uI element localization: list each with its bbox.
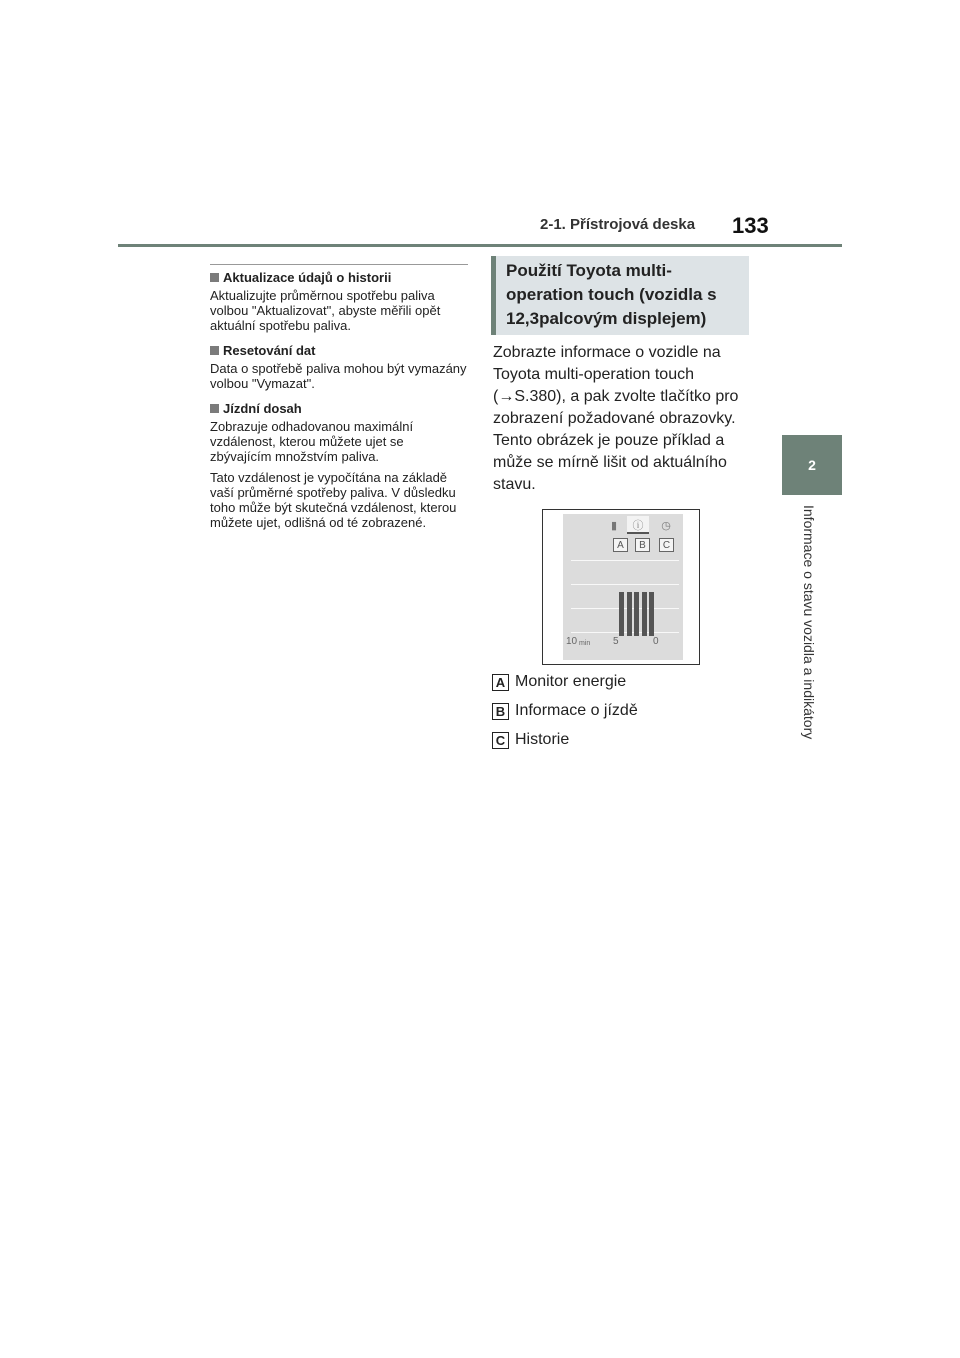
screen-illustration	[542, 509, 700, 665]
grid-line	[571, 632, 679, 633]
clock-icon[interactable]: ◷	[661, 519, 671, 532]
chapter-tab[interactable]: 2	[782, 435, 842, 495]
chart-bar	[627, 592, 632, 636]
left-column	[210, 264, 468, 540]
tick-label: 10	[566, 636, 578, 647]
heading-box-title: Použití Toyota multi-operation touch (vozidla s 12,3palcovým displejem)	[506, 261, 717, 328]
section-heading-text: Aktualizace údajů o historii	[223, 270, 392, 285]
tick-label: 5	[613, 636, 619, 647]
screen-label-b: B	[635, 538, 650, 552]
intro-paragraph: Zobrazte informace o vozidle na Toyota multi-operation touch (→S.380), a pak zvolte tlačítko pro zobrazení požadované obrazovky. Tento obrázek je pouze příklad a může se mírně lišit od aktuálního stavu.	[493, 344, 739, 493]
grid-line	[571, 560, 679, 561]
tick-label: 0	[653, 636, 659, 647]
page-number: 133	[732, 213, 769, 238]
section-paragraph: Data o spotřebě paliva mohou být vymazány volbou "Vymazat".	[210, 361, 467, 391]
section-heading-text: Jízdní dosah	[223, 401, 302, 416]
chapter-side-label	[800, 505, 820, 765]
chart-bar	[642, 592, 647, 636]
fuel-pump-icon[interactable]: ▮	[610, 519, 618, 532]
square-bullet-icon	[210, 273, 219, 282]
chart-bar	[649, 592, 654, 636]
section-heading	[210, 401, 468, 416]
grid-line	[571, 584, 679, 585]
grid-line	[571, 608, 679, 609]
legend-text: Informace o jízdě	[515, 702, 638, 719]
section-rule	[210, 264, 468, 265]
legend-text: Monitor energie	[515, 673, 627, 690]
chart-bar	[619, 592, 624, 636]
legend-item	[492, 701, 638, 721]
section-heading-text: Resetování dat	[223, 343, 316, 358]
header-rule	[118, 244, 842, 247]
selected-tab-indicator	[627, 532, 649, 534]
section-driving-range	[210, 401, 468, 530]
screen-label-a: A	[613, 538, 628, 552]
legend-text: Historie	[515, 731, 570, 748]
section-paragraph: Zobrazuje odhadovanou maximální vzdálenost, kterou můžete ujet se zbývajícím množstvím paliva.	[210, 419, 414, 464]
heading-box	[491, 256, 749, 335]
legend-item	[492, 730, 638, 750]
legend-key: A	[492, 674, 509, 691]
tick-unit: min	[579, 640, 591, 647]
square-bullet-icon	[210, 404, 219, 413]
section-heading	[210, 270, 468, 285]
section-heading	[210, 343, 468, 358]
section-history-update	[210, 270, 468, 333]
display-screen	[563, 514, 683, 660]
section-paragraph: Tato vzdálenost je vypočítána na základě vaší průměrné spotřeby paliva. V důsledku toho může být skutečná vzdálenost, kterou můžete ujet, odlišná od té zobrazené.	[210, 470, 457, 530]
chapter-side-text: Informace o stavu vozidla a indikátory	[801, 505, 817, 740]
chart-bar	[634, 592, 639, 636]
square-bullet-icon	[210, 346, 219, 355]
section-title: 2-1. Přístrojová deska	[540, 216, 696, 233]
screen-label-c: C	[659, 538, 674, 552]
legend-item	[492, 672, 638, 692]
legend	[492, 672, 638, 759]
info-icon[interactable]: ⓘ	[627, 516, 649, 534]
section-data-reset	[210, 343, 468, 391]
legend-key: B	[492, 703, 509, 720]
legend-key: C	[492, 732, 509, 749]
section-paragraph: Aktualizujte průměrnou spotřebu paliva volbou "Aktualizovat", abyste měřili opět aktuální spotřebu paliva.	[210, 288, 441, 333]
